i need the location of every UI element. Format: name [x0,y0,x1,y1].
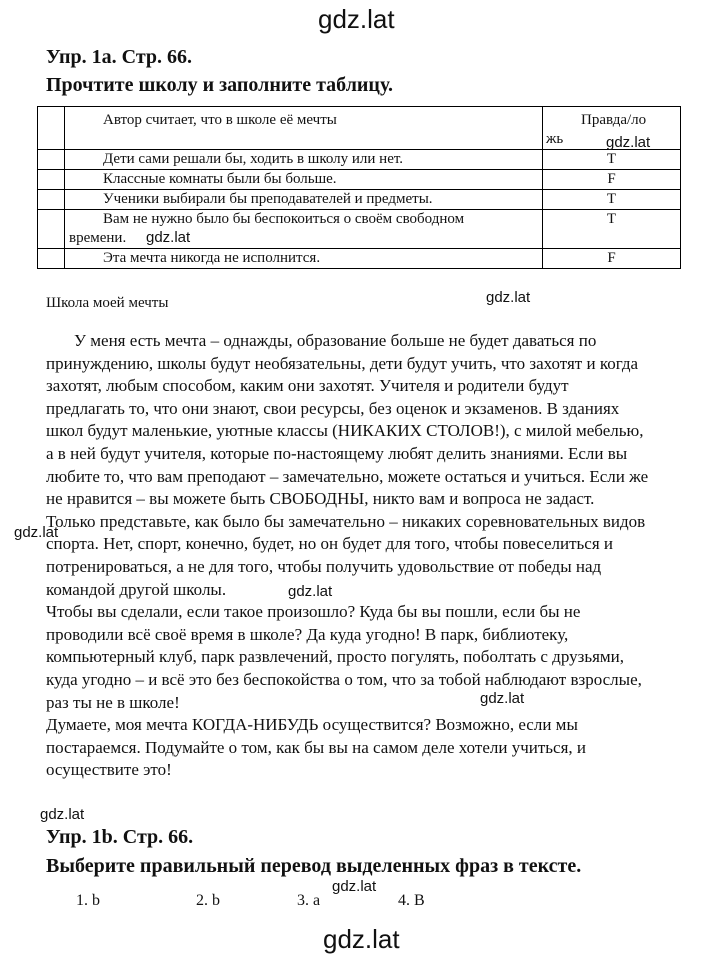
story-line: а в ней будут учителя, которые по-настоящему любят делить знаниями. Если вы [46,443,628,463]
exercise-1a-instruction: Прочтите школу и заполните таблицу. [46,74,393,96]
exercise-1a-heading: Упр. 1a. Стр. 66. [46,46,193,68]
table-row-statement: Дети сами решали бы, ходить в школу или нет. [103,151,404,167]
table-row-answer: T [543,210,681,249]
table-row-answer: T [543,150,681,170]
story-title: Школа моей мечты [46,295,169,311]
table-row [38,170,681,190]
table-header-answer-line2: жь [546,131,564,147]
true-false-table [37,106,681,269]
story-line: потренироваться, а не для того, чтобы получить удовольствие от победы над [46,556,602,576]
table-row-statement-line1: Вам не нужно было бы беспокоиться о своём свободном [103,211,465,227]
answer-item: 4. B [398,892,425,909]
watermark-top: gdz.lat [318,4,395,34]
table-header-answer-line1: Правда/ло [581,112,647,128]
table-row [38,249,681,269]
story-line: осуществите это! [46,760,172,780]
table-header-row [38,107,681,150]
table-row-answer: T [543,190,681,210]
story-line: раз ты не в школе! [46,692,180,712]
watermark-right: gdz.lat [480,690,525,707]
watermark-story-title: gdz.lat [486,289,531,306]
story-text [46,330,686,782]
story-line: постараемся. Подумайте о том, как бы вы на самом деле хотели учиться, и [46,737,586,757]
story-line: компьютерный клуб, парк развлечений, просто погулять, поболтать с друзьями, [46,647,624,667]
table-row-answer: F [543,170,681,190]
watermark-bottom: gdz.lat [323,924,400,954]
answer-item: 2. b [196,892,220,909]
answer-item: 3. a [297,892,321,909]
table-row-statement: Классные комнаты были бы больше. [103,171,337,187]
watermark-answers: gdz.lat [332,878,377,895]
story-line: командой другой школы. [46,579,227,599]
story-line: куда угодно – и всё это без беспокойства о том, что за тобой наблюдают взрослые, [46,669,642,689]
story-line: Думаете, моя мечта КОГДА-НИБУДЬ осуществится? Возможно, если мы [46,715,578,735]
story-line: Только представьте, как было бы замечательно – никаких соревновательных видов [46,511,646,531]
exercise-1b-instruction: Выберите правильный перевод выделенных фраз в тексте. [46,855,582,877]
table-row-statement: Эта мечта никогда не исполнится. [103,250,321,266]
story-line: не нравится – вы можете быть СВОБОДНЫ, никто вам и вопроса не задаст. [46,489,595,509]
story-line: У меня есть мечта – однажды, образование больше не будет даваться по [74,331,597,350]
table-row [38,190,681,210]
table-row [38,210,681,249]
table-row [38,150,681,170]
watermark-mid: gdz.lat [288,583,333,600]
story-line: Чтобы вы сделали, если такое произошло? Куда бы вы пошли, если бы не [46,602,581,622]
watermark-table-row4: gdz.lat [146,229,191,246]
story-line: любите то, что вам преподают – замечательно, можете остаться и учиться. Если же [46,466,649,486]
table-row-statement-line2: времени. [69,230,127,246]
story-line: проводили всё своё время в школе? Да куда угодно! В парк, библиотеку, [46,624,569,644]
story-line: предлагать то, что они знают, свои ресурсы, без оценок и экзаменов. В зданиях [46,398,620,418]
watermark-table-header: gdz.lat [606,134,651,151]
story-line: захотят, любым способом, каким они захотят. Учителя и родители будут [46,376,569,396]
watermark-bottom-left: gdz.lat [40,806,85,823]
watermark-left-margin: gdz.lat [14,524,59,541]
table-header-statement: Автор считает, что в школе её мечты [103,112,337,128]
exercise-1b-heading: Упр. 1b. Стр. 66. [46,826,194,848]
table-row-statement: Ученики выбирали бы преподавателей и предметы. [103,191,433,207]
story-line: принуждению, школы будут необязательны, дети будут учить, что захотят и когда [46,353,639,373]
table-row-answer: F [543,249,681,269]
answer-item: 1. b [76,892,100,909]
story-line: школ будут маленькие, уютные классы (НИКАКИХ СТОЛОВ!), с милой мебелью, [46,421,644,441]
story-line: спорта. Нет, спорт, конечно, будет, но он будет для того, чтобы повеселиться и [46,534,613,554]
